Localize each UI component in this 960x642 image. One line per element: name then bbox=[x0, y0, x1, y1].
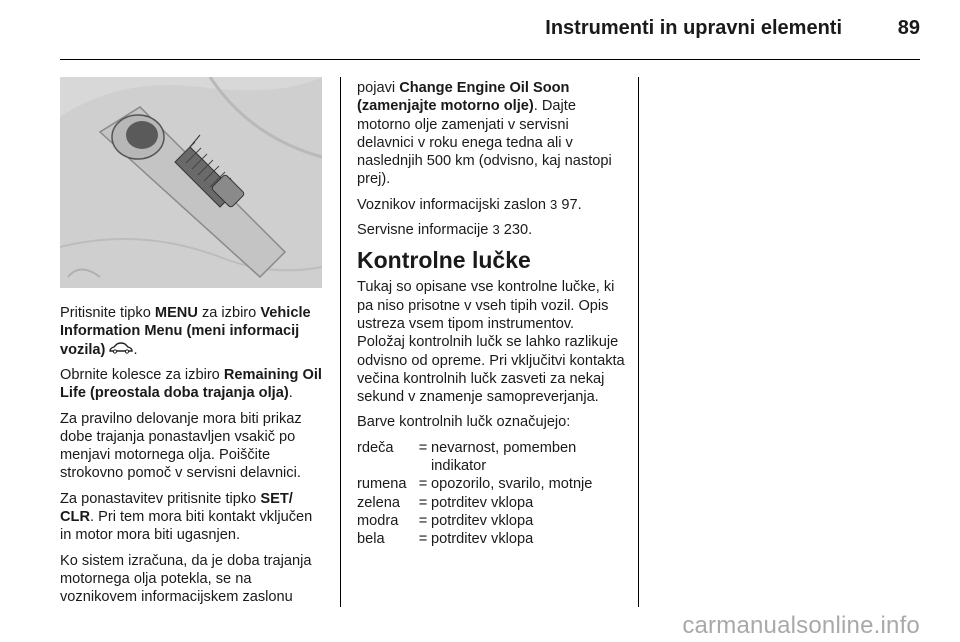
paragraph-thumbwheel: Obrnite kolesce za izbiro Remaining Oil Life (preostala doba trajanja olja). bbox=[60, 366, 322, 402]
section-heading: Kontrolne lučke bbox=[357, 247, 531, 274]
crossref-service-info[interactable]: Servisne informacije 3 230. bbox=[357, 222, 533, 239]
color-name: rdeča bbox=[357, 439, 394, 456]
column-divider bbox=[340, 77, 341, 607]
color-name: zelena bbox=[357, 494, 401, 511]
paragraph-colors-intro: Barve kontrolnih lučk označujejo: bbox=[357, 414, 571, 431]
crossref-driver-info[interactable]: Voznikov informacijski zaslon 3 97. bbox=[357, 196, 582, 213]
header-rule bbox=[60, 59, 920, 60]
color-desc: potrditev vklopa bbox=[431, 494, 534, 511]
paragraph-indicators: Tukaj so opisane vse kontrolne lučke, ki pa niso prisotne v vseh tipih vozil. Opis ustreza vsem tipom instrumentov. Položaj kontrolnih lučk se lahko razlikuje odvisno od opreme. Pri vključitvi kontakta večina kontrolnih lučk zasveti za nekaj sekund v znamenje samopreverjanja. bbox=[357, 279, 625, 406]
color-desc: nevarnost, pomemben indikator bbox=[431, 439, 577, 475]
paragraph-expiry: Ko sistem izračuna, da je doba trajanja motornega olja potekla, se na voznikovem informacijskem zaslonu bbox=[60, 552, 312, 606]
color-desc: opozorilo, svarilo, motnje bbox=[431, 476, 593, 493]
color-name: modra bbox=[357, 512, 399, 529]
paragraph-menu: Pritisnite tipko MENU za izbiro Vehicle Information Menu (meni informacij vozila) . bbox=[60, 305, 311, 358]
color-table: rdeča = nevarnost, pomemben indikator rumena = opozorilo, svarilo, motnje zelena = potrditev vklopa modra = potrditev vklopa bela = potrditev vklopa bbox=[357, 439, 625, 549]
color-name: rumena bbox=[357, 476, 407, 493]
middle-column bbox=[357, 79, 625, 549]
crossref-arrow-icon: 3 bbox=[550, 196, 558, 212]
wiper-stalk-illustration bbox=[60, 77, 322, 288]
color-desc: potrditev vklopa bbox=[431, 531, 534, 548]
color-name: bela bbox=[357, 531, 385, 548]
page-title: Instrumenti in upravni elementi bbox=[545, 17, 842, 39]
color-desc: potrditev vklopa bbox=[431, 512, 534, 529]
left-column bbox=[60, 304, 324, 613]
page-number: 89 bbox=[897, 17, 920, 39]
column-divider bbox=[638, 77, 639, 607]
watermark: carmanualsonline.info bbox=[682, 612, 920, 639]
paragraph-change-oil: pojavi Change Engine Oil Soon (zamenjajte motorno olje). Dajte motorno olje zamenjati v servisni delavnici v roku enega tedna ali v naslednjih 500 km (odvisno, kaj nastopi prej). bbox=[357, 80, 612, 188]
car-icon bbox=[109, 341, 133, 359]
crossref-arrow-icon: 3 bbox=[492, 222, 500, 238]
paragraph-reset-steps: Za ponastavitev pritisnite tipko SET/ CLR. Pri tem mora biti kontakt vključen in motor mora biti ugasnjen. bbox=[60, 490, 313, 544]
paragraph-reset-note: Za pravilno delovanje mora biti prikaz dobe trajanja ponastavljen vsakič po menjavi motornega olja. Poiščite strokovno pomoč v servisni delavnici. bbox=[60, 410, 302, 482]
